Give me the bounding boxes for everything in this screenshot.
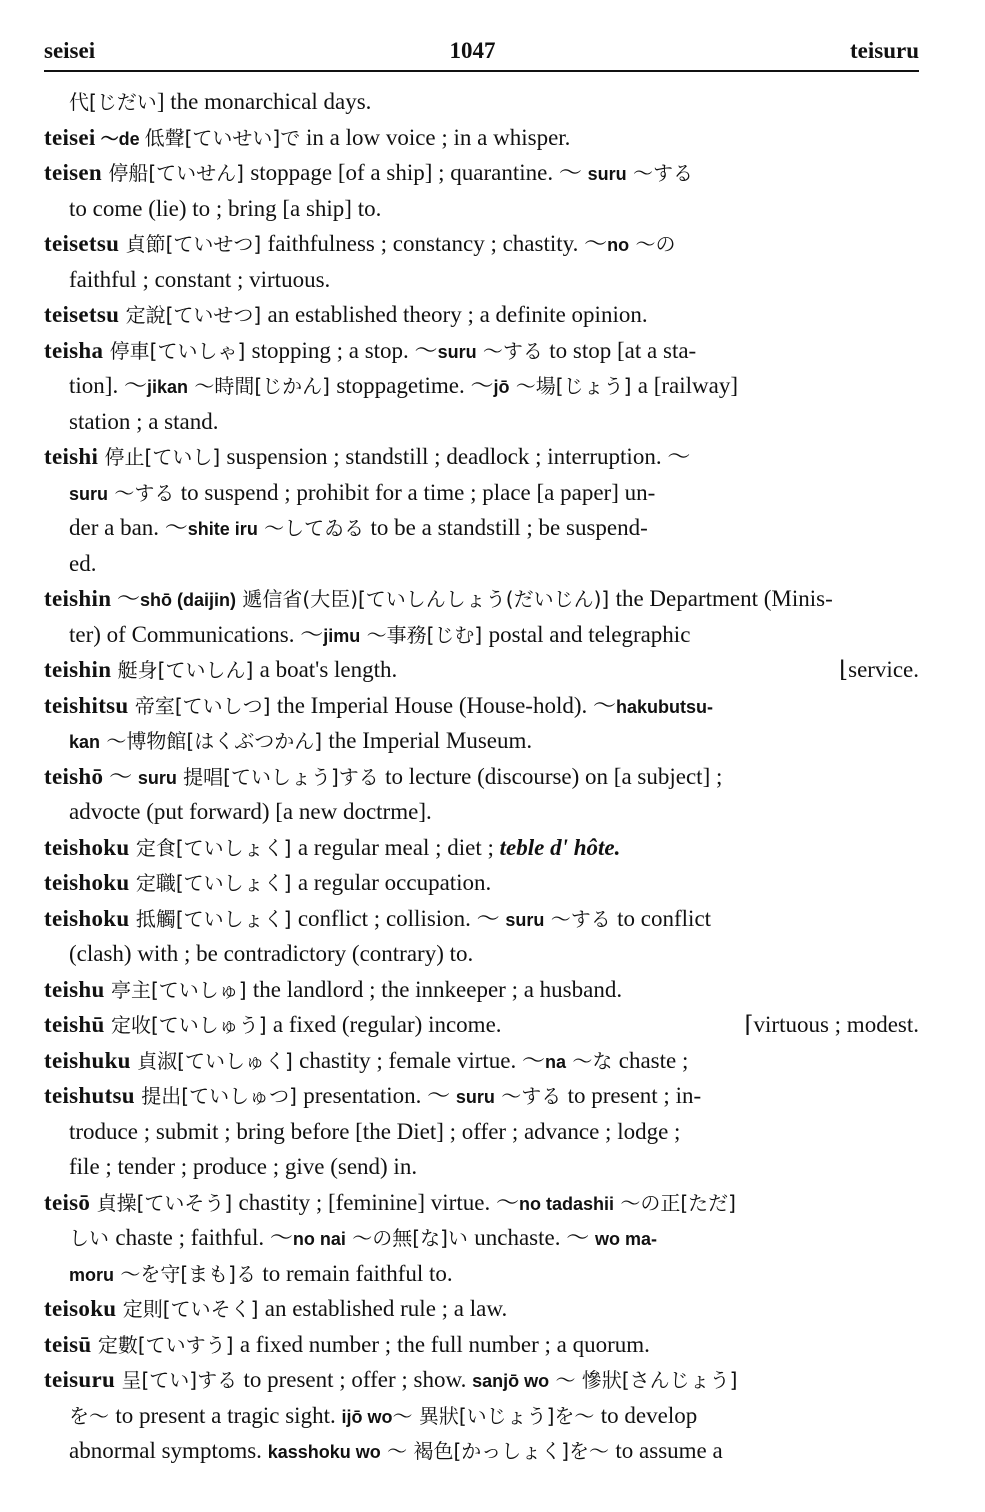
japanese-text: ～する bbox=[626, 161, 693, 185]
entry-continuation-line bbox=[44, 1398, 919, 1434]
definition-text: postal and telegraphic bbox=[488, 621, 691, 647]
headword: teishū bbox=[44, 1012, 105, 1037]
definition-text: presentation. ～ bbox=[303, 1083, 456, 1108]
entry-line bbox=[44, 1078, 919, 1114]
japanese-text: ～を守[まも]る bbox=[114, 1261, 263, 1286]
entry-line bbox=[44, 901, 919, 937]
japanese-text: ～する bbox=[108, 480, 181, 505]
japanese-text: 停船[ていせん] bbox=[102, 161, 251, 185]
headword: teisoku bbox=[44, 1296, 117, 1321]
definition-text: stopping ; a stop. ～ bbox=[251, 337, 438, 363]
japanese-text: ～ 慘狀[さんじょう] bbox=[549, 1368, 738, 1392]
romanized-phrase: no nai bbox=[292, 1229, 346, 1249]
japanese-text: ～する bbox=[476, 338, 550, 363]
definition-text: to present ; in- bbox=[567, 1083, 702, 1108]
japanese-text: 帝室[ていしつ] bbox=[128, 693, 277, 718]
definition-text: a regular occupation. bbox=[297, 870, 492, 895]
definition-text: a fixed (regular) income. bbox=[272, 1012, 502, 1037]
definition-text: ter) of Communications. ～ bbox=[69, 621, 324, 647]
entry-line bbox=[44, 1327, 919, 1363]
headword: teishitsu bbox=[44, 692, 129, 718]
definition-text: to present a tragic sight. bbox=[115, 1402, 342, 1428]
romanized-phrase: no bbox=[607, 235, 630, 255]
japanese-text: 定數[ていすう] bbox=[91, 1332, 240, 1357]
headword: teishi bbox=[44, 444, 99, 469]
entry-line bbox=[44, 439, 919, 475]
definition-text: der a ban. ～ bbox=[69, 515, 188, 540]
japanese-text: 抵觸[ていしょく] bbox=[129, 906, 298, 931]
entry-continuation-line bbox=[44, 262, 919, 298]
definition-text: suspension ; standstill ; deadlock ; interruption. ～ bbox=[226, 444, 691, 469]
romanized-phrase: moru bbox=[69, 1264, 114, 1285]
romanized-phrase: suru bbox=[455, 1087, 495, 1107]
entry-line bbox=[44, 581, 919, 617]
headword: teishuku bbox=[44, 1047, 131, 1073]
japanese-text: ～ 褐色[かっしょく]を～ bbox=[380, 1439, 616, 1463]
japanese-text: ～事務[じむ] bbox=[360, 622, 489, 647]
entry-continuation-line bbox=[44, 1256, 919, 1292]
entry-line bbox=[44, 1362, 919, 1398]
definition-text: chastity ; female virtue. ～ bbox=[299, 1047, 546, 1073]
japanese-text: ～する bbox=[544, 906, 618, 931]
japanese-text: 定則[ていそく] bbox=[116, 1297, 265, 1321]
romanized-phrase: shite iru bbox=[187, 519, 258, 539]
japanese-text: ～場[じょう] bbox=[509, 374, 638, 398]
definition-text: ～ bbox=[103, 763, 138, 789]
entry-line bbox=[44, 865, 919, 901]
definition-text: tion]. ～ bbox=[69, 373, 147, 398]
entry-continuation-line bbox=[44, 510, 919, 546]
definition-text: chaste ; faithful. ～ bbox=[115, 1225, 293, 1250]
headword: teisuru bbox=[44, 1367, 116, 1392]
romanized-phrase: jimu bbox=[323, 625, 361, 646]
japanese-text: ～の無[な]い bbox=[345, 1226, 475, 1250]
japanese-text: ～の bbox=[629, 232, 676, 256]
headword: teishin bbox=[44, 657, 112, 682]
romanized-phrase: suru bbox=[69, 483, 109, 504]
romanized-phrase: na bbox=[545, 1051, 567, 1072]
entry-continuation-line bbox=[44, 84, 919, 120]
entry-continuation-line bbox=[44, 404, 919, 440]
entry-line bbox=[44, 226, 919, 262]
japanese-text: 提出[ていしゅつ] bbox=[134, 1084, 304, 1108]
entry-continuation-line bbox=[44, 617, 919, 653]
headword: teisetsu bbox=[44, 231, 120, 256]
japanese-text: しい bbox=[69, 1226, 116, 1250]
entry-line bbox=[44, 333, 919, 369]
entry-continuation-line bbox=[44, 794, 919, 830]
definition-text: to remain faithful to. bbox=[262, 1260, 453, 1286]
japanese-text: ～時間[じかん] bbox=[187, 374, 337, 398]
definition-text: troduce ; submit ; bring before [the Diet] ; offer ; advance ; lodge ; bbox=[69, 1118, 681, 1144]
page-header bbox=[44, 30, 919, 72]
romanized-phrase: jikan bbox=[146, 377, 188, 397]
entry-line bbox=[44, 120, 919, 156]
entry-line bbox=[44, 972, 919, 1008]
romanized-phrase: shō (daijin) bbox=[140, 590, 237, 610]
romanized-phrase: suru bbox=[505, 909, 545, 930]
definition-text: to present ; offer ; show. bbox=[243, 1367, 473, 1392]
headword: teishu bbox=[44, 976, 105, 1002]
entry-continuation-line bbox=[44, 1149, 919, 1185]
entry-line bbox=[44, 830, 919, 866]
japanese-text: ～の正[ただ] bbox=[613, 1190, 736, 1215]
romanized-phrase: ijō wo bbox=[341, 1406, 393, 1427]
japanese-text: 定職[ていしょく] bbox=[129, 871, 298, 895]
romanized-phrase: kan bbox=[69, 732, 101, 752]
definition-text: ～ bbox=[111, 586, 141, 611]
header-right-guideword: teisuru bbox=[849, 38, 919, 63]
romanized-phrase: wo ma- bbox=[594, 1229, 657, 1249]
japanese-text: 亭主[ていしゅ] bbox=[104, 977, 253, 1002]
headword: teishoku bbox=[44, 905, 130, 931]
definition-text: an established theory ; a definite opinion. bbox=[267, 302, 648, 327]
entry-continuation-line bbox=[44, 1433, 919, 1469]
definition-text: the landlord ; the innkeeper ; a husband. bbox=[252, 976, 623, 1002]
japanese-text: じだい bbox=[96, 90, 157, 114]
definition-text: to conflict bbox=[617, 905, 712, 931]
japanese-text: 提唱[ていしょう]する bbox=[176, 764, 386, 789]
japanese-text: 定食[ていしょく] bbox=[129, 835, 298, 860]
definition-text: to develop bbox=[600, 1402, 698, 1428]
definition-text: to suspend ; prohibit for a time ; place [a paper] un- bbox=[180, 479, 656, 505]
entry-line bbox=[44, 155, 919, 191]
definition-text: advocte (put forward) [a new doctrme]. bbox=[69, 799, 432, 824]
entry-continuation-line bbox=[44, 546, 919, 582]
definition-text: ed. bbox=[69, 550, 97, 576]
entry-continuation-line bbox=[44, 191, 919, 227]
japanese-text: 呈[てい]する bbox=[115, 1368, 244, 1392]
japanese-text: ～博物館[はくぶつかん] bbox=[100, 729, 329, 753]
definition-text: stoppagetime. ～ bbox=[336, 373, 494, 398]
definition-text: to lecture (discourse) on [a subject] ; bbox=[385, 763, 723, 789]
definition-text: in a low voice ; in a whisper. bbox=[300, 124, 571, 150]
italic-text: teble d' hôte. bbox=[499, 834, 621, 860]
definition-text: chaste ; bbox=[618, 1047, 689, 1073]
romanized-phrase: ～de bbox=[95, 128, 145, 149]
romanized-phrase: suru bbox=[587, 164, 627, 184]
japanese-text: ～な bbox=[566, 1048, 619, 1073]
japanese-text: 定說[ていせつ] bbox=[119, 303, 268, 327]
entry-continuation-line bbox=[44, 1114, 919, 1150]
headword: teisetsu bbox=[44, 302, 120, 327]
page-number: 1047 bbox=[449, 38, 496, 63]
japanese-text: 低聲[ていせい]で bbox=[144, 125, 301, 150]
entry-line bbox=[44, 1185, 919, 1221]
definition-text: the Imperial Museum. bbox=[328, 728, 533, 753]
definition-text: a [railway] bbox=[637, 373, 739, 398]
japanese-text: ～する bbox=[494, 1084, 568, 1108]
entry-line bbox=[44, 1043, 919, 1079]
definition-text: a regular meal ; diet ; bbox=[297, 834, 500, 860]
definition-text: chastity ; [feminine] virtue. ～ bbox=[238, 1189, 519, 1215]
romanized-phrase: kasshoku wo bbox=[267, 1442, 381, 1462]
romanized-phrase: suru bbox=[137, 767, 177, 788]
definition-text: to assume a bbox=[615, 1438, 723, 1463]
definition-text: an established rule ; a law. bbox=[264, 1296, 508, 1321]
headword: teisen bbox=[44, 160, 103, 185]
entry-line bbox=[44, 297, 919, 333]
japanese-text: ～してゐる bbox=[257, 516, 371, 540]
definition-text: the Department (Minis- bbox=[615, 586, 833, 611]
romanized-phrase: hakubutsu- bbox=[616, 696, 713, 717]
entry-line bbox=[44, 759, 919, 795]
definition-text: to come (lie) to ; bring [a ship] to. bbox=[69, 195, 382, 221]
definition-text: the Imperial House (House-hold). ～ bbox=[276, 692, 616, 718]
japanese-text: を～ bbox=[69, 1403, 116, 1428]
definition-text: stoppage [of a ship] ; quarantine. ～ bbox=[250, 160, 588, 185]
romanized-phrase: no tadashii bbox=[518, 1193, 614, 1214]
definition-text: file ; tender ; produce ; give (send) in. bbox=[69, 1154, 418, 1179]
definition-text: faithfulness ; constancy ; chastity. ～ bbox=[267, 231, 608, 256]
romanized-phrase: suru bbox=[437, 341, 477, 362]
japanese-text: 定收[ていしゅう] bbox=[104, 1013, 273, 1037]
entry-continuation-line bbox=[44, 936, 919, 972]
entry-list bbox=[44, 84, 919, 1469]
headword: teishin bbox=[44, 586, 112, 611]
japanese-text: 艇身[ていしん] bbox=[111, 658, 260, 682]
definition-text: faithful ; constant ; virtuous. bbox=[69, 266, 331, 292]
headword: teishutsu bbox=[44, 1083, 135, 1108]
definition-text: a boat's length. bbox=[259, 657, 398, 682]
japanese-text: 貞操[ていそう] bbox=[90, 1190, 239, 1215]
headword: teisei bbox=[44, 124, 96, 150]
entry-continuation-line bbox=[44, 723, 919, 759]
definition-text: unchaste. ～ bbox=[474, 1225, 595, 1250]
japanese-text: 停車[ていしゃ] bbox=[103, 338, 252, 363]
entry-continuation-line bbox=[44, 1220, 919, 1256]
romanized-phrase: sanjō wo bbox=[472, 1371, 550, 1391]
definition-text: to be a standstill ; be suspend- bbox=[370, 515, 648, 540]
romanized-phrase: jō bbox=[493, 377, 510, 397]
margin-note: ⌊service. bbox=[839, 657, 919, 682]
entry-continuation-line bbox=[44, 475, 919, 511]
japanese-text: 代[ bbox=[69, 90, 97, 114]
headword: teishoku bbox=[44, 834, 130, 860]
japanese-text: 貞淑[ていしゅく] bbox=[130, 1048, 300, 1073]
entry-line bbox=[44, 688, 919, 724]
definition-text: conflict ; collision. ～ bbox=[297, 905, 506, 931]
headword: teisō bbox=[44, 1189, 91, 1215]
headword: teishō bbox=[44, 763, 104, 789]
definition-text: station ; a stand. bbox=[69, 408, 219, 434]
japanese-text: 遞信省(大臣)[ていしんしょう(だいじん)] bbox=[236, 587, 616, 611]
entry-line bbox=[44, 1291, 919, 1327]
entry-continuation-line bbox=[44, 368, 919, 404]
definition-text: a fixed number ; the full number ; a quorum. bbox=[239, 1331, 650, 1357]
headword: teishoku bbox=[44, 870, 130, 895]
japanese-text: 停止[ていし] bbox=[98, 445, 227, 469]
entry-line bbox=[44, 652, 919, 688]
margin-note: ⌈virtuous ; modest. bbox=[744, 1012, 919, 1037]
definition-text: to stop [at a sta- bbox=[549, 337, 697, 363]
headword: teisha bbox=[44, 337, 104, 363]
header-left-guideword: seisei bbox=[44, 38, 96, 63]
definition-text: (clash) with ; be contradictory (contrary) to. bbox=[69, 941, 474, 966]
headword: teisū bbox=[44, 1331, 92, 1357]
entry-line bbox=[44, 1007, 919, 1043]
japanese-text: 貞節[ていせつ] bbox=[119, 232, 268, 256]
definition-text: abnormal symptoms. bbox=[69, 1438, 268, 1463]
definition-text: ] the monarchical days. bbox=[156, 89, 372, 114]
japanese-text: ～ 異狀[いじょう]を～ bbox=[392, 1403, 601, 1428]
